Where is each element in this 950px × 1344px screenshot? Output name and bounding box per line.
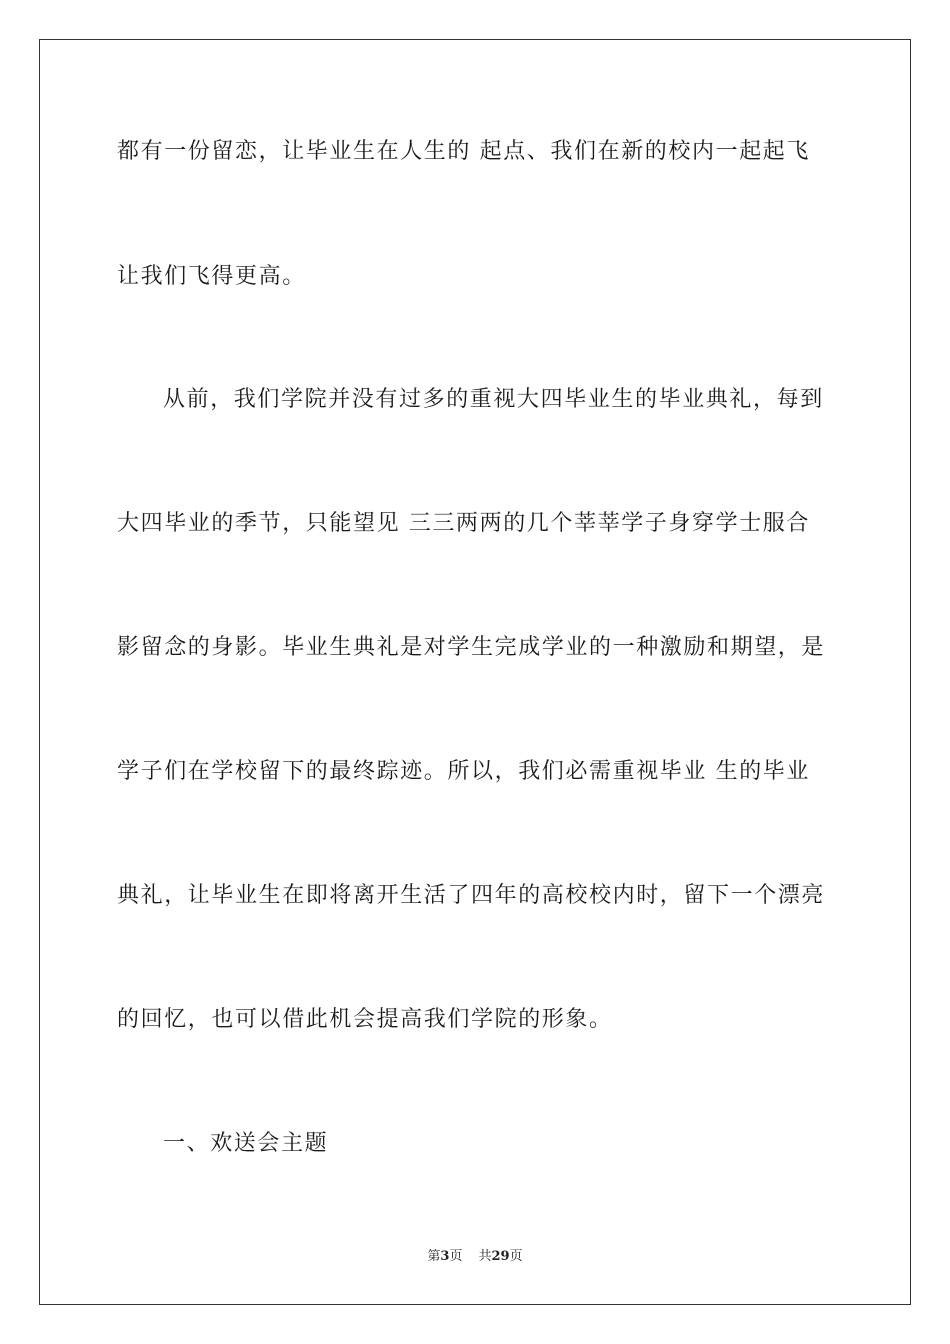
body-text-line-6: 学子们在学校留下的最终踪迹。所以，我们必需重视毕业 生的毕业 xyxy=(117,759,810,784)
section-heading: 一、欢送会主题 xyxy=(163,1131,329,1156)
page-number: 3 xyxy=(440,1249,450,1264)
body-text-line-7: 典礼，让毕业生在即将离开生活了四年的高校校内时，留下一个漂亮 xyxy=(117,883,826,908)
page-suffix: 页 xyxy=(449,1249,463,1264)
total-pages: 29 xyxy=(491,1249,510,1264)
page-border xyxy=(39,39,911,1305)
page-prefix: 第 xyxy=(427,1249,441,1264)
total-suffix: 页 xyxy=(509,1249,523,1264)
body-text-line-2: 让我们飞得更高。 xyxy=(117,264,306,289)
body-text-line-5: 影留念的身影。毕业生典礼是对学生完成学业的一种激励和期望，是 xyxy=(117,635,826,660)
body-text-line-3: 从前，我们学院并没有过多的重视大四毕业生的毕业典礼，每到 xyxy=(163,387,824,412)
page-footer xyxy=(0,1248,950,1266)
total-prefix: 共 xyxy=(478,1249,492,1264)
body-text-line-4: 大四毕业的季节，只能望见 三三两两的几个莘莘学子身穿学士服合 xyxy=(117,511,810,536)
body-text-line-8: 的回忆，也可以借此机会提高我们学院的形象。 xyxy=(117,1007,613,1032)
body-text-line-1: 都有一份留恋，让毕业生在人生的 起点、我们在新的校内一起起飞 xyxy=(117,139,810,164)
